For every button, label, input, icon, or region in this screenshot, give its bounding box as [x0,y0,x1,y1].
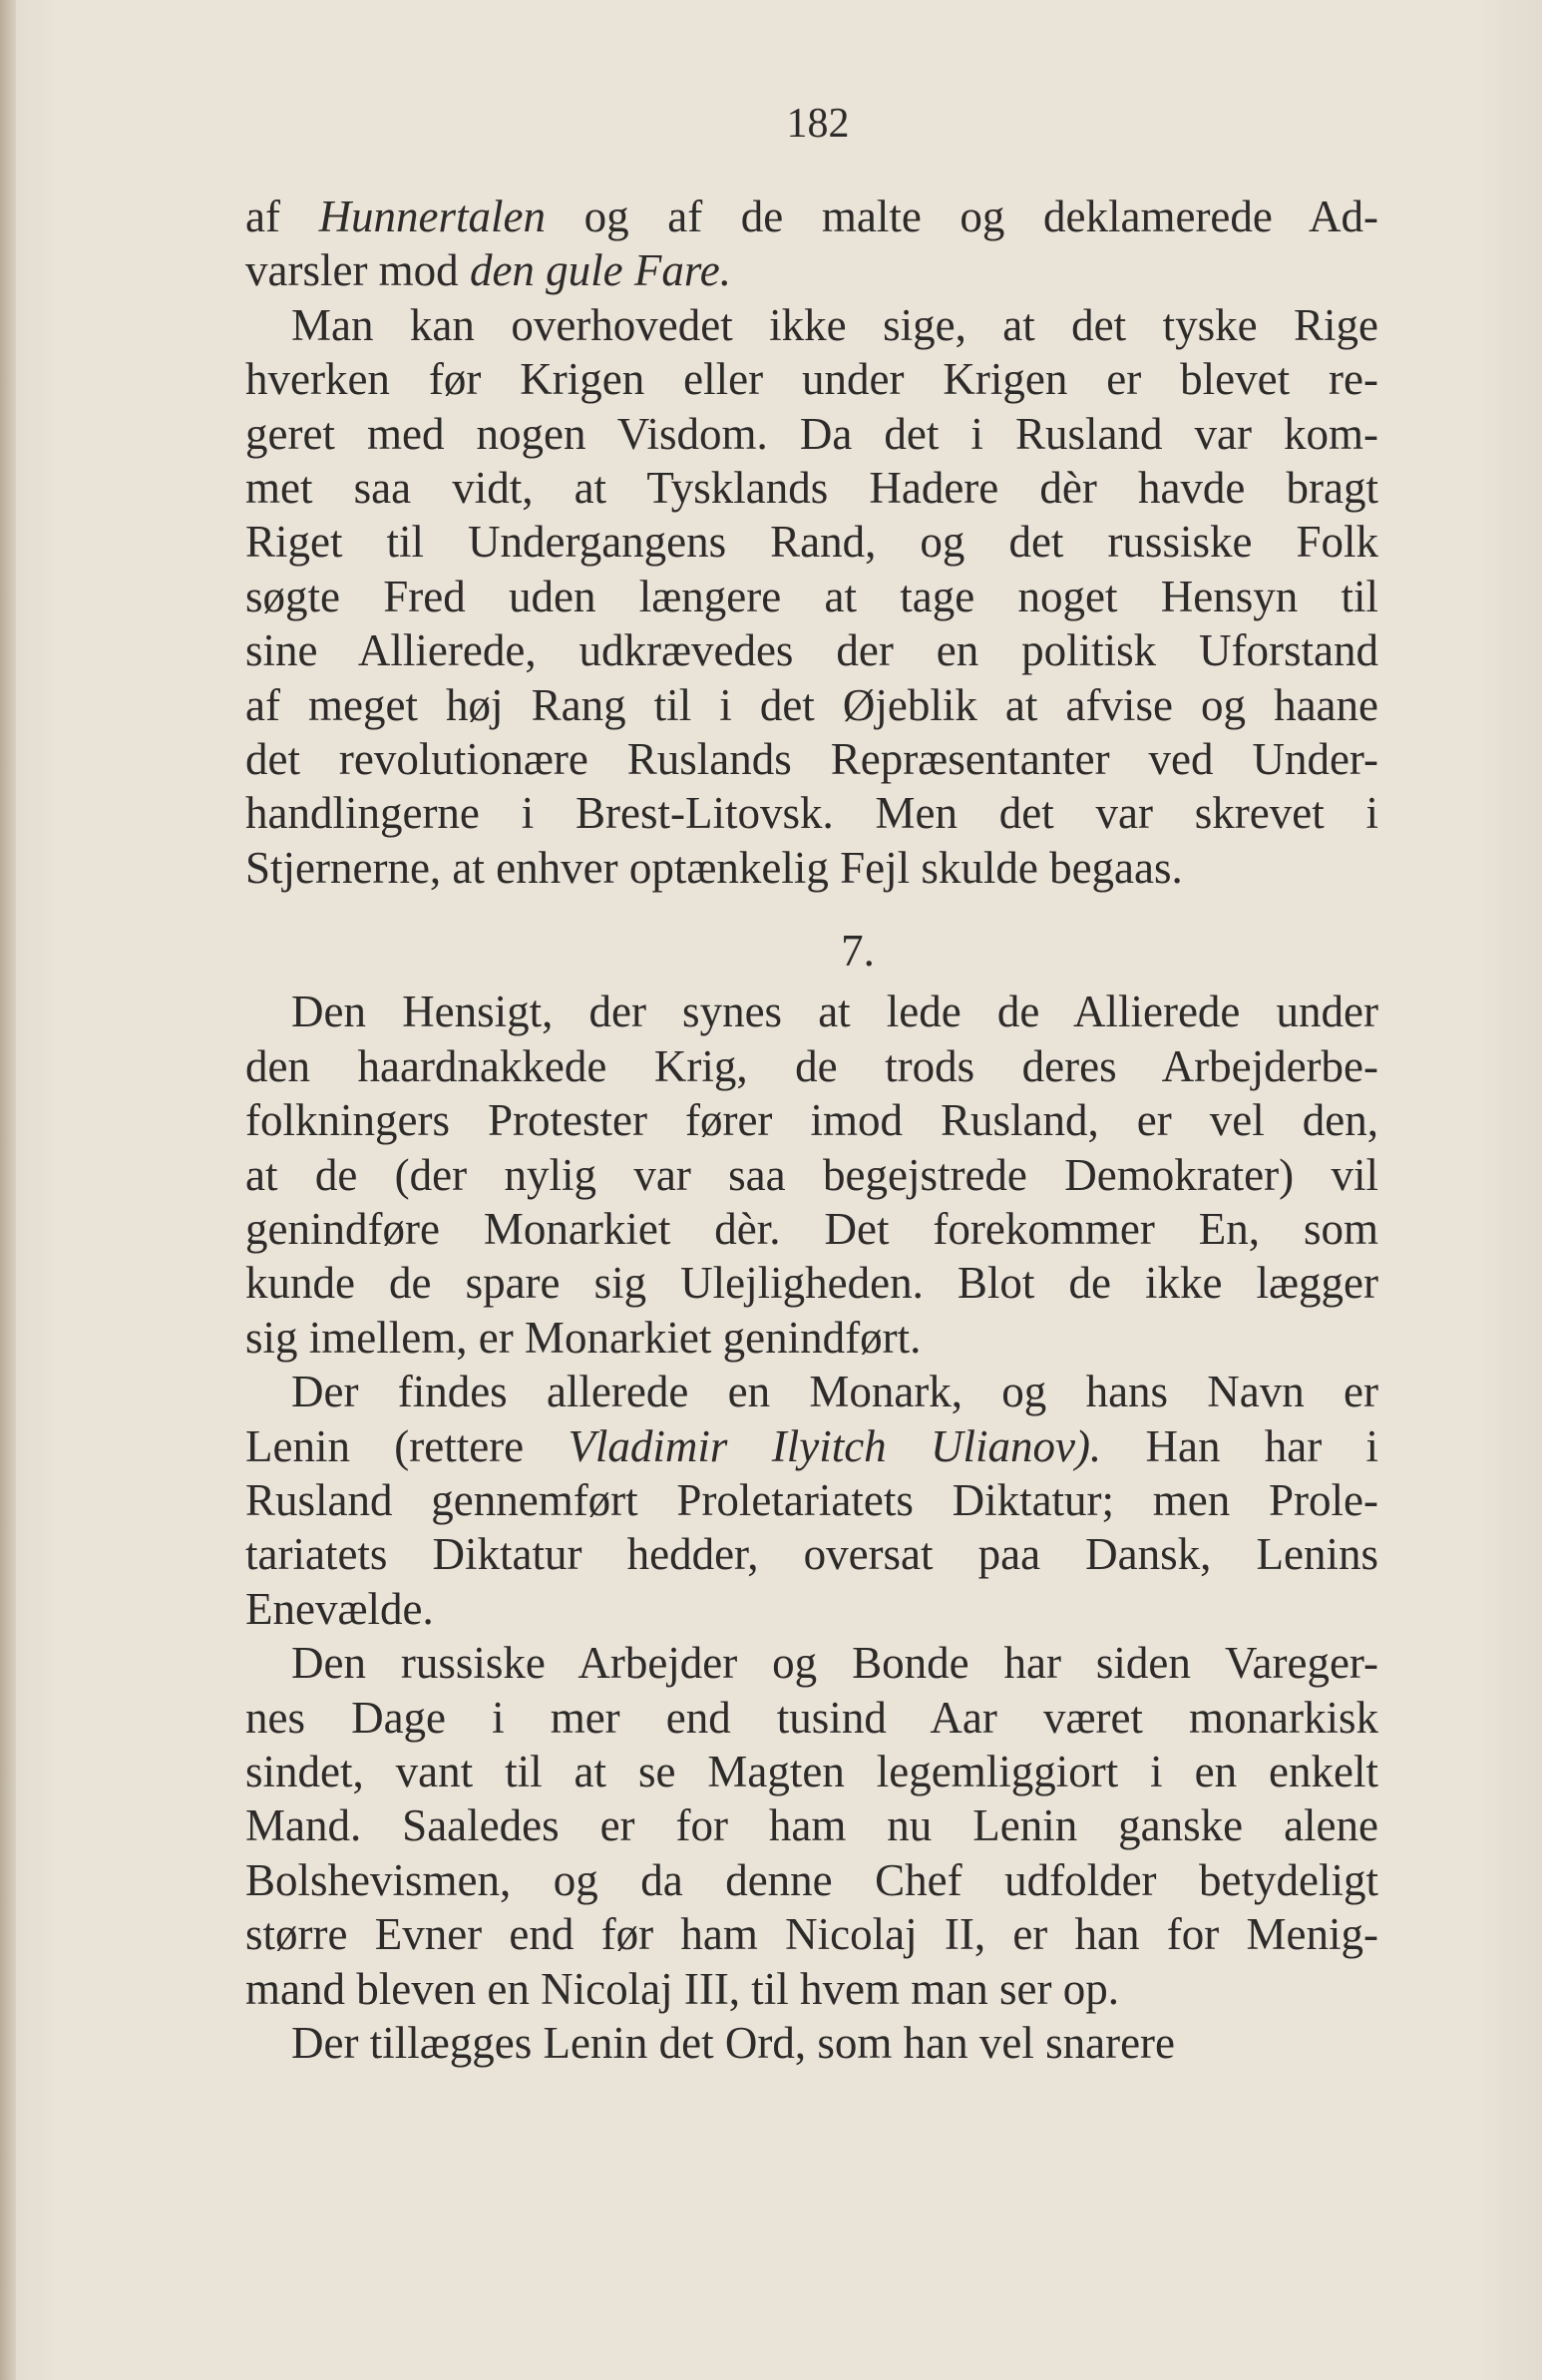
page-number: 182 [786,101,850,147]
text-line: af meget høj Rang til i det Øjeblik at afvise og haane [245,679,1378,730]
text-line: at de (der nylig var saa begejstrede Demokrater) vil [245,1149,1378,1200]
text-line: Mand. Saaledes er for ham nu Lenin ganske alene [245,1800,1378,1851]
text-line: mand bleven en Nicolaj III, til hvem man ser op. [245,1963,1119,2014]
paragraph-4 [245,1636,1378,2016]
text-line: geret med nogen Visdom. Da det i Rusland var kom- [245,408,1378,459]
text-line: met saa vidt, at Tysklands Hadere dèr havde bragt [245,463,1378,514]
binding-edge [0,0,16,2380]
paragraph-2 [245,985,1378,1365]
text-line: den haardnakkede Krig, de trods deres Arbejderbe- [245,1040,1378,1091]
text-line: Rusland gennemført Proletariatets Diktatur; men Prole- [245,1474,1378,1525]
text-line: tariatets Diktatur hedder, oversat paa Dansk, Lenins [245,1529,1378,1580]
text-column [245,190,1378,2070]
paragraph-5 [245,2016,1378,2070]
text-line: det revolutionære Ruslands Repræsentanter ved Under- [245,734,1378,785]
text-line: Den Hensigt, der synes at lede de Allierede under [291,987,1378,1037]
text-line: sig imellem, er Monarkiet genindført. [245,1312,922,1363]
text-line: Enevælde. [245,1583,434,1634]
text-line: Der findes allerede en Monark, og hans Navn er [291,1367,1378,1417]
text-line: Riget til Undergangens Rand, og det russiske Folk [245,517,1378,568]
text-line: genindføre Monarkiet dèr. Det forekommer En, som [245,1203,1378,1254]
text-line: Der tillægges Lenin det Ord, som han vel snarere [291,2018,1176,2068]
text-line: af Hunnertalen og af de malte og deklamerede Ad- [245,192,1378,241]
paragraph-3 [245,1365,1378,1636]
section-number: 7. [841,926,875,977]
text-line: handlingerne i Brest-Litovsk. Men det var skrevet i [245,788,1378,839]
text-line: Den russiske Arbejder og Bonde har siden Vareger- [291,1638,1378,1689]
italic-text: den gule Fare. [469,245,731,296]
text-line: kunde de spare sig Ulejligheden. Blot de ikke lægger [245,1258,1378,1309]
paragraph-1 [245,298,1378,895]
text-line: Man kan overhovedet ikke sige, at det tyske Rige [291,299,1378,350]
text-line: nes Dage i mer end tusind Aar været monarkisk [245,1692,1378,1743]
text-line: hverken før Krigen eller under Krigen er blevet re- [245,354,1378,405]
text-line: Lenin (rettere Vladimir Ilyitch Ulianov). Han har i [245,1420,1379,1471]
paragraph-continued [245,190,1378,298]
italic-text: Hunnertalen [318,192,547,241]
text-line: søgte Fred uden længere at tage noget Hensyn til [245,571,1378,621]
text-line: sine Allierede, udkrævedes der en politisk Uforstand [245,625,1378,676]
text-line: Stjernerne, at enhver optænkelig Fejl skulde begaas. [245,842,1183,893]
text-line: sindet, vant til at se Magten legemliggiort i en enkelt [245,1746,1378,1796]
text-line: større Evner end før ham Nicolaj II, er han for Menig- [245,1909,1378,1960]
text-line: Bolshevismen, og da denne Chef udfolder betydeligt [245,1854,1378,1905]
text-line: folkningers Protester fører imod Rusland, er vel den, [245,1095,1378,1146]
italic-text: Vladimir Ilyitch Ulianov). [568,1420,1102,1471]
text-line: varsler mod den gule Fare. [245,245,731,296]
